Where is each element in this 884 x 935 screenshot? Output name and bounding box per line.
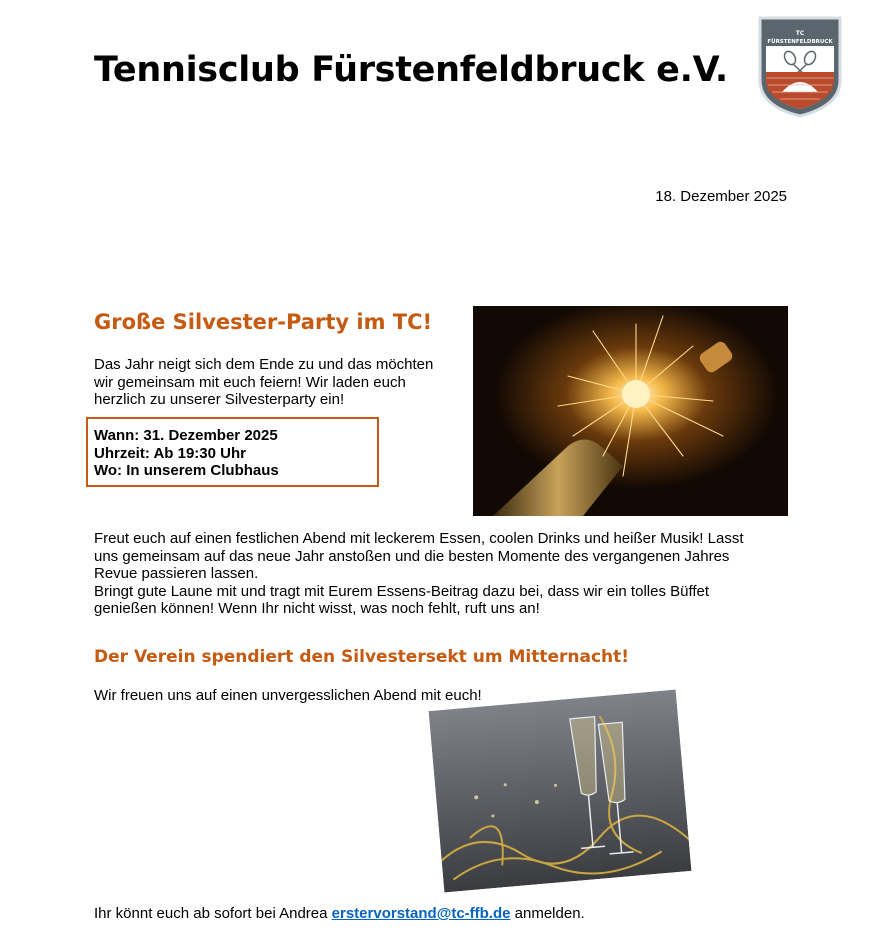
champagne-glasses-photo — [429, 690, 692, 893]
event-date: Wann: 31. Dezember 2025 — [94, 427, 278, 444]
contact-email-link[interactable]: erstervorstand@tc-ffb.de — [331, 905, 511, 922]
intro-text: Das Jahr neigt sich dem Ende zu und das möchten wir gemeinsam mit euch feiern! Wir laden euch herzlich zu unserer Silvesterparty ein! — [94, 356, 434, 408]
event-location: Wo: In unserem Clubhaus — [94, 462, 279, 479]
champagne-glasses-photo-frame — [429, 690, 692, 893]
signup-text: Ihr könnt euch ab sofort bei Andrea erstervorstand@tc-ffb.de anmelden. — [94, 905, 585, 922]
sekt-headline: Der Verein spendiert den Silvestersekt um Mitternacht! — [94, 647, 630, 667]
svg-text:FÜRSTENFELDBRUCK: FÜRSTENFELDBRUCK — [767, 39, 833, 45]
club-logo — [752, 14, 848, 118]
event-info-box — [86, 417, 379, 487]
closing-text: Wir freuen uns auf einen unvergesslichen Abend mit euch! — [94, 687, 482, 704]
buffet-description: Bringt gute Laune mit und tragt mit Eurem Essens-Beitrag dazu bei, dass wir ein tolles Büffet genießen können! Wenn Ihr nicht wisst, was noch fehlt, ruft uns an! — [94, 582, 710, 617]
letter-date: 18. Dezember 2025 — [655, 188, 787, 205]
club-title: Tennisclub Fürstenfeldbruck e.V. — [94, 50, 728, 90]
svg-text:TC: TC — [795, 30, 805, 37]
event-headline: Große Silvester-Party im TC! — [94, 310, 433, 334]
sparkler-champagne-photo — [473, 306, 788, 516]
event-time: Uhrzeit: Ab 19:30 Uhr — [94, 444, 246, 462]
body-text — [94, 530, 744, 618]
party-description: Freut euch auf einen festlichen Abend mit leckerem Essen, coolen Drinks und heißer Musik! Lasst uns gemeinsam auf das neue Jahr anstoßen und die besten Momente des vergangenen Jahres Revue passieren lassen. — [94, 530, 744, 582]
